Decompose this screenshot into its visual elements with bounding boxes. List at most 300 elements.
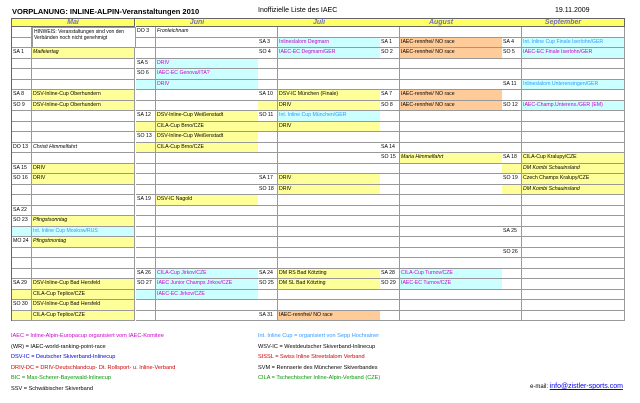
day-cell <box>502 300 522 311</box>
event-cell <box>522 206 625 217</box>
day-cell <box>258 237 278 248</box>
event-cell <box>522 195 625 206</box>
day-cell <box>258 248 278 259</box>
day-cell: SO 27 <box>136 279 156 290</box>
day-cell <box>136 227 156 238</box>
event-cell: IAEC-rennfrei/ NO race <box>400 101 503 112</box>
day-cell <box>12 69 32 80</box>
legend-item: (WR) = IAEC-world-ranking-point-race <box>11 343 106 350</box>
event-cell <box>278 290 381 301</box>
day-cell: SA 1 <box>380 38 400 49</box>
event-cell <box>156 90 259 101</box>
event-cell: CILA-Cup Teplice/CZE <box>32 290 135 301</box>
day-cell <box>258 153 278 164</box>
day-cell <box>258 132 278 143</box>
day-cell <box>136 90 156 101</box>
event-cell <box>522 237 625 248</box>
event-cell: DRIV <box>156 59 259 70</box>
contact <box>530 383 623 390</box>
day-cell <box>258 300 278 311</box>
event-cell <box>278 300 381 311</box>
event-cell: DRIV <box>278 174 381 185</box>
event-cell: Pfingstmontag <box>32 237 135 248</box>
day-cell <box>12 38 32 49</box>
event-cell <box>400 59 503 70</box>
day-cell <box>258 143 278 154</box>
event-cell <box>156 300 259 311</box>
day-cell <box>12 290 32 301</box>
event-cell <box>156 164 259 175</box>
event-cell <box>32 132 135 143</box>
event-cell <box>278 59 381 70</box>
day-cell <box>12 132 32 143</box>
day-cell: SA 29 <box>12 279 32 290</box>
day-cell <box>380 300 400 311</box>
day-cell <box>502 27 522 38</box>
day-cell <box>502 132 522 143</box>
event-cell <box>156 101 259 112</box>
event-cell <box>400 311 503 322</box>
event-cell <box>278 164 381 175</box>
event-cell: IAEC Junior Champs Jirkov/CZE <box>156 279 259 290</box>
day-cell <box>136 164 156 175</box>
day-cell <box>502 164 522 175</box>
month-header: August <box>380 19 503 27</box>
day-cell <box>380 237 400 248</box>
event-cell <box>522 59 625 70</box>
day-cell <box>258 59 278 70</box>
event-cell: DSV-Inline-Cup Weißenstadt <box>156 111 259 122</box>
legend-item: SSV = Schwäbischer Skiverband <box>11 385 93 392</box>
day-cell <box>12 80 32 91</box>
event-cell <box>400 290 503 301</box>
legend-item: CILA = Tschechischer Inline-Alpin-Verband (CZE) <box>258 375 381 381</box>
event-cell: Int. Inline Cup Moskow/RUS <box>32 227 135 238</box>
month-header: Mai <box>12 19 135 27</box>
day-cell: SO 2 <box>380 48 400 59</box>
event-cell <box>522 311 625 322</box>
day-cell <box>502 90 522 101</box>
day-cell <box>502 69 522 80</box>
event-cell <box>278 216 381 227</box>
legend-item: IAEC = Inline-Alpin-Europacup organisiert vom IAEC-Komitee <box>11 333 164 339</box>
event-cell <box>156 311 259 322</box>
event-cell: Maifeiertag <box>32 48 135 59</box>
day-cell: SA 12 <box>136 111 156 122</box>
day-cell <box>380 258 400 269</box>
day-cell <box>258 101 278 112</box>
event-cell: Czech Champs Kralupy/CZE <box>522 174 625 185</box>
event-cell <box>522 216 625 227</box>
page-date: 19.11.2009 <box>555 7 590 14</box>
day-cell: SA 8 <box>12 90 32 101</box>
approval-note: HINWEIS: Veranstaltungen sind von den Verbänden noch nicht genehmigt <box>32 27 136 48</box>
event-cell: IAEC-rennfrei/ NO race <box>278 311 381 322</box>
event-cell: Fronleichnam <box>156 27 259 38</box>
event-cell: Inlineslalom Unterensingen/GER <box>522 80 625 91</box>
event-cell <box>522 248 625 259</box>
event-cell: IAEC-rennfrei/ NO race <box>400 90 503 101</box>
email-link[interactable]: info@zistler-sports.com <box>549 383 623 390</box>
day-cell: SA 19 <box>136 195 156 206</box>
day-cell <box>502 206 522 217</box>
day-cell <box>380 59 400 70</box>
event-cell <box>522 279 625 290</box>
event-cell: DRIV <box>278 185 381 196</box>
event-cell <box>278 143 381 154</box>
day-cell: SO 11 <box>258 111 278 122</box>
event-cell <box>400 27 503 38</box>
event-cell <box>400 258 503 269</box>
event-cell <box>522 143 625 154</box>
day-cell <box>258 206 278 217</box>
event-cell <box>32 69 135 80</box>
day-cell <box>380 311 400 322</box>
day-cell <box>136 174 156 185</box>
calendar-grid <box>11 18 625 321</box>
event-cell <box>156 258 259 269</box>
event-cell <box>278 80 381 91</box>
day-cell <box>502 311 522 322</box>
event-cell: DRIV <box>278 122 381 133</box>
day-cell <box>258 80 278 91</box>
day-cell <box>502 279 522 290</box>
legend-item: BIC = Max-Scherer-Bayerwald-Inlinecup <box>11 375 111 381</box>
event-cell <box>32 80 135 91</box>
event-cell <box>278 227 381 238</box>
day-cell <box>380 195 400 206</box>
day-cell <box>12 185 32 196</box>
day-cell <box>136 290 156 301</box>
legend <box>11 333 631 401</box>
event-cell <box>522 69 625 80</box>
event-cell <box>400 69 503 80</box>
day-cell <box>12 227 32 238</box>
event-cell <box>156 153 259 164</box>
day-cell <box>258 27 278 38</box>
day-cell <box>380 185 400 196</box>
event-cell: DRIV <box>156 80 259 91</box>
event-cell <box>400 132 503 143</box>
event-cell: CILA-Cup Kralupy/CZE <box>522 153 625 164</box>
day-cell <box>258 69 278 80</box>
event-cell <box>32 269 135 280</box>
event-cell: DRIV <box>32 174 135 185</box>
event-cell <box>400 248 503 259</box>
legend-item: SVM = Rennserie des Münchener Skiverbandes <box>258 364 378 371</box>
day-cell <box>380 174 400 185</box>
day-cell <box>380 122 400 133</box>
day-cell: SO 25 <box>258 279 278 290</box>
day-cell <box>502 185 522 196</box>
day-cell <box>258 290 278 301</box>
event-cell: Maria Himmelfahrt <box>400 153 503 164</box>
event-cell <box>32 248 135 259</box>
day-cell <box>136 185 156 196</box>
day-cell <box>502 143 522 154</box>
event-cell <box>400 111 503 122</box>
event-cell <box>522 122 625 133</box>
day-cell <box>380 111 400 122</box>
day-cell <box>12 153 32 164</box>
event-cell: IAEC-EC Finale Iserlohn/GER <box>522 48 625 59</box>
month-header: Juli <box>258 19 381 27</box>
day-cell: SA 5 <box>136 59 156 70</box>
day-cell <box>136 300 156 311</box>
event-cell <box>32 122 135 133</box>
day-cell <box>258 227 278 238</box>
event-cell: DRIV <box>32 164 135 175</box>
day-cell <box>136 153 156 164</box>
day-cell: SO 26 <box>502 248 522 259</box>
event-cell <box>522 27 625 38</box>
event-cell: IAEC-rennfrei/ NO race <box>400 38 503 49</box>
event-cell <box>278 258 381 269</box>
day-cell: DO 3 <box>136 27 156 38</box>
event-cell <box>32 185 135 196</box>
day-cell <box>502 237 522 248</box>
day-cell <box>380 216 400 227</box>
event-cell <box>400 206 503 217</box>
event-cell: DM SL Bad Kötzting <box>278 279 381 290</box>
event-cell <box>400 174 503 185</box>
event-cell <box>522 269 625 280</box>
event-cell: IAEC-EC Genova/ITA? <box>156 69 259 80</box>
event-cell <box>156 216 259 227</box>
event-cell: IAEC-Champ.Unterens./GER (EM) <box>522 101 625 112</box>
day-cell <box>502 59 522 70</box>
event-cell: IAEC-EC Degmarn/GER <box>278 48 381 59</box>
day-cell: SA 28 <box>380 269 400 280</box>
day-cell <box>12 195 32 206</box>
event-cell <box>32 206 135 217</box>
event-cell <box>400 80 503 91</box>
event-cell <box>522 90 625 101</box>
day-cell <box>258 258 278 269</box>
event-cell: DSV-Inline-Cup Bad Hersfeld <box>32 279 135 290</box>
legend-item: DRIV-DC = DRIV-Deutschlandcup- Dt. Rollsport- u. Inline-Verband <box>11 364 176 371</box>
day-cell: SO 15 <box>380 153 400 164</box>
event-cell <box>400 237 503 248</box>
event-cell <box>278 69 381 80</box>
day-cell: SO 8 <box>380 101 400 112</box>
event-cell <box>32 195 135 206</box>
day-cell: SO 6 <box>136 69 156 80</box>
event-cell <box>278 195 381 206</box>
day-cell: SA 17 <box>258 174 278 185</box>
event-cell <box>278 153 381 164</box>
day-cell: SA 24 <box>258 269 278 280</box>
day-cell <box>12 111 32 122</box>
day-cell: SA 3 <box>258 38 278 49</box>
day-cell: SO 4 <box>258 48 278 59</box>
day-cell <box>380 206 400 217</box>
event-cell <box>400 227 503 238</box>
event-cell: DSV-Inline-Cup Oberhundern <box>32 101 135 112</box>
day-cell: SA 7 <box>380 90 400 101</box>
event-cell <box>400 195 503 206</box>
day-cell <box>380 27 400 38</box>
event-cell: DRIV <box>278 101 381 112</box>
event-cell <box>32 111 135 122</box>
event-cell: Inlineslalom Degmarn <box>278 38 381 49</box>
event-cell <box>156 174 259 185</box>
day-cell <box>502 195 522 206</box>
day-cell <box>12 311 32 322</box>
day-cell: SO 19 <box>502 174 522 185</box>
day-cell <box>12 269 32 280</box>
day-cell <box>136 101 156 112</box>
day-cell <box>136 248 156 259</box>
day-cell <box>258 164 278 175</box>
event-cell: DM Kombi Schauinsland <box>522 185 625 196</box>
day-cell <box>380 132 400 143</box>
day-cell: SO 18 <box>258 185 278 196</box>
day-cell <box>258 216 278 227</box>
event-cell <box>32 59 135 70</box>
day-cell <box>12 27 32 38</box>
event-cell <box>278 237 381 248</box>
event-cell <box>522 227 625 238</box>
day-cell <box>136 258 156 269</box>
event-cell <box>278 248 381 259</box>
legend-item: Int. Inline Cup = organisiert von Sepp Hochrainer <box>258 333 380 339</box>
day-cell <box>380 248 400 259</box>
event-cell <box>156 185 259 196</box>
day-cell <box>136 80 156 91</box>
event-cell <box>400 300 503 311</box>
event-cell <box>400 122 503 133</box>
day-cell: SA 31 <box>258 311 278 322</box>
day-cell: SO 16 <box>12 174 32 185</box>
event-cell <box>156 227 259 238</box>
day-cell: SA 15 <box>12 164 32 175</box>
day-cell <box>12 59 32 70</box>
day-cell <box>136 122 156 133</box>
event-cell: Christi Himmelfahrt <box>32 143 135 154</box>
day-cell <box>380 164 400 175</box>
day-cell: SA 11 <box>502 80 522 91</box>
page-subtitle: Inoffizielle Liste des IAEC <box>258 7 338 14</box>
day-cell <box>136 38 156 49</box>
day-cell: SA 4 <box>502 38 522 49</box>
email-label: e-mail: <box>530 384 549 390</box>
event-cell <box>278 132 381 143</box>
event-cell <box>278 206 381 217</box>
day-cell <box>136 206 156 217</box>
event-cell <box>400 216 503 227</box>
day-cell: SO 30 <box>12 300 32 311</box>
event-cell <box>400 185 503 196</box>
day-cell: SO 9 <box>12 101 32 112</box>
day-cell <box>258 195 278 206</box>
legend-item: SISSL = Swiss Inline Streetslalom Verband <box>258 354 365 360</box>
day-cell <box>136 311 156 322</box>
event-cell <box>32 153 135 164</box>
day-cell <box>12 258 32 269</box>
day-cell <box>502 290 522 301</box>
event-cell <box>278 27 381 38</box>
event-cell: CILA-Cup Teplice/CZE <box>32 311 135 322</box>
day-cell <box>12 248 32 259</box>
day-cell <box>258 122 278 133</box>
day-cell: SA 1 <box>12 48 32 59</box>
day-cell <box>136 143 156 154</box>
day-cell: SA 22 <box>12 206 32 217</box>
day-cell: MO 24 <box>12 237 32 248</box>
event-cell: CILA-Cup Jirkov/CZE <box>156 269 259 280</box>
event-cell: Int. Inline Cup München/GER <box>278 111 381 122</box>
event-cell <box>522 111 625 122</box>
day-cell <box>502 122 522 133</box>
month-header: September <box>502 19 625 27</box>
day-cell <box>380 69 400 80</box>
event-cell <box>400 164 503 175</box>
event-cell <box>156 237 259 248</box>
event-cell: DM RS Bad Kötzting <box>278 269 381 280</box>
day-cell: DO 13 <box>12 143 32 154</box>
day-cell <box>12 122 32 133</box>
event-cell: DSV-Inline-Cup Oberhundern <box>32 90 135 101</box>
day-cell: SO 13 <box>136 132 156 143</box>
day-cell <box>380 80 400 91</box>
day-cell: SO 5 <box>502 48 522 59</box>
event-cell: IAEC-EC Jirkov/CZE <box>156 290 259 301</box>
event-cell <box>522 132 625 143</box>
event-cell: DM Kombi Schauinsland <box>522 164 625 175</box>
page-title: VORPLANUNG: INLINE-ALPIN-Veranstaltungen 2010 <box>12 7 200 16</box>
day-cell <box>502 258 522 269</box>
day-cell <box>136 48 156 59</box>
event-cell: Pfingstsonntag <box>32 216 135 227</box>
day-cell <box>380 227 400 238</box>
legend-item: DSV-IC = Deutscher Skiverband-Inlinecup <box>11 354 116 360</box>
day-cell <box>136 216 156 227</box>
event-cell: CILA-Cup Turnov/CZE <box>400 269 503 280</box>
event-cell <box>32 258 135 269</box>
event-cell: DSV-Inline-Cup Bad Hersfeld <box>32 300 135 311</box>
event-cell: CILA-Cup Brno/CZE <box>156 122 259 133</box>
event-cell <box>400 143 503 154</box>
day-cell: SO 23 <box>12 216 32 227</box>
day-cell: SO 29 <box>380 279 400 290</box>
event-cell: IAEC-rennfrei/ NO race <box>400 48 503 59</box>
day-cell: SA 26 <box>136 269 156 280</box>
legend-item: WSV-IC = Westdeutscher Skiverband-Inlinecup <box>258 343 376 350</box>
event-cell: DSV-IC Nagold <box>156 195 259 206</box>
event-cell <box>522 258 625 269</box>
day-cell <box>502 216 522 227</box>
day-cell <box>502 111 522 122</box>
day-cell: SA 18 <box>502 153 522 164</box>
event-cell: DSV-IC München (Finale) <box>278 90 381 101</box>
day-cell <box>136 237 156 248</box>
event-cell: DSV-Inline-Cup Weißenstadt <box>156 132 259 143</box>
day-cell: SA 25 <box>502 227 522 238</box>
event-cell <box>156 48 259 59</box>
event-cell <box>522 300 625 311</box>
day-cell <box>380 290 400 301</box>
month-header: Juni <box>136 19 259 27</box>
event-cell <box>156 248 259 259</box>
day-cell: SA 14 <box>380 143 400 154</box>
event-cell <box>522 290 625 301</box>
event-cell <box>156 38 259 49</box>
event-cell: CILA-Cup Brno/CZE <box>156 143 259 154</box>
day-cell: SO 12 <box>502 101 522 112</box>
event-cell: Int. Inline Cup Finale Iserlohn/GER <box>522 38 625 49</box>
day-cell <box>502 269 522 280</box>
